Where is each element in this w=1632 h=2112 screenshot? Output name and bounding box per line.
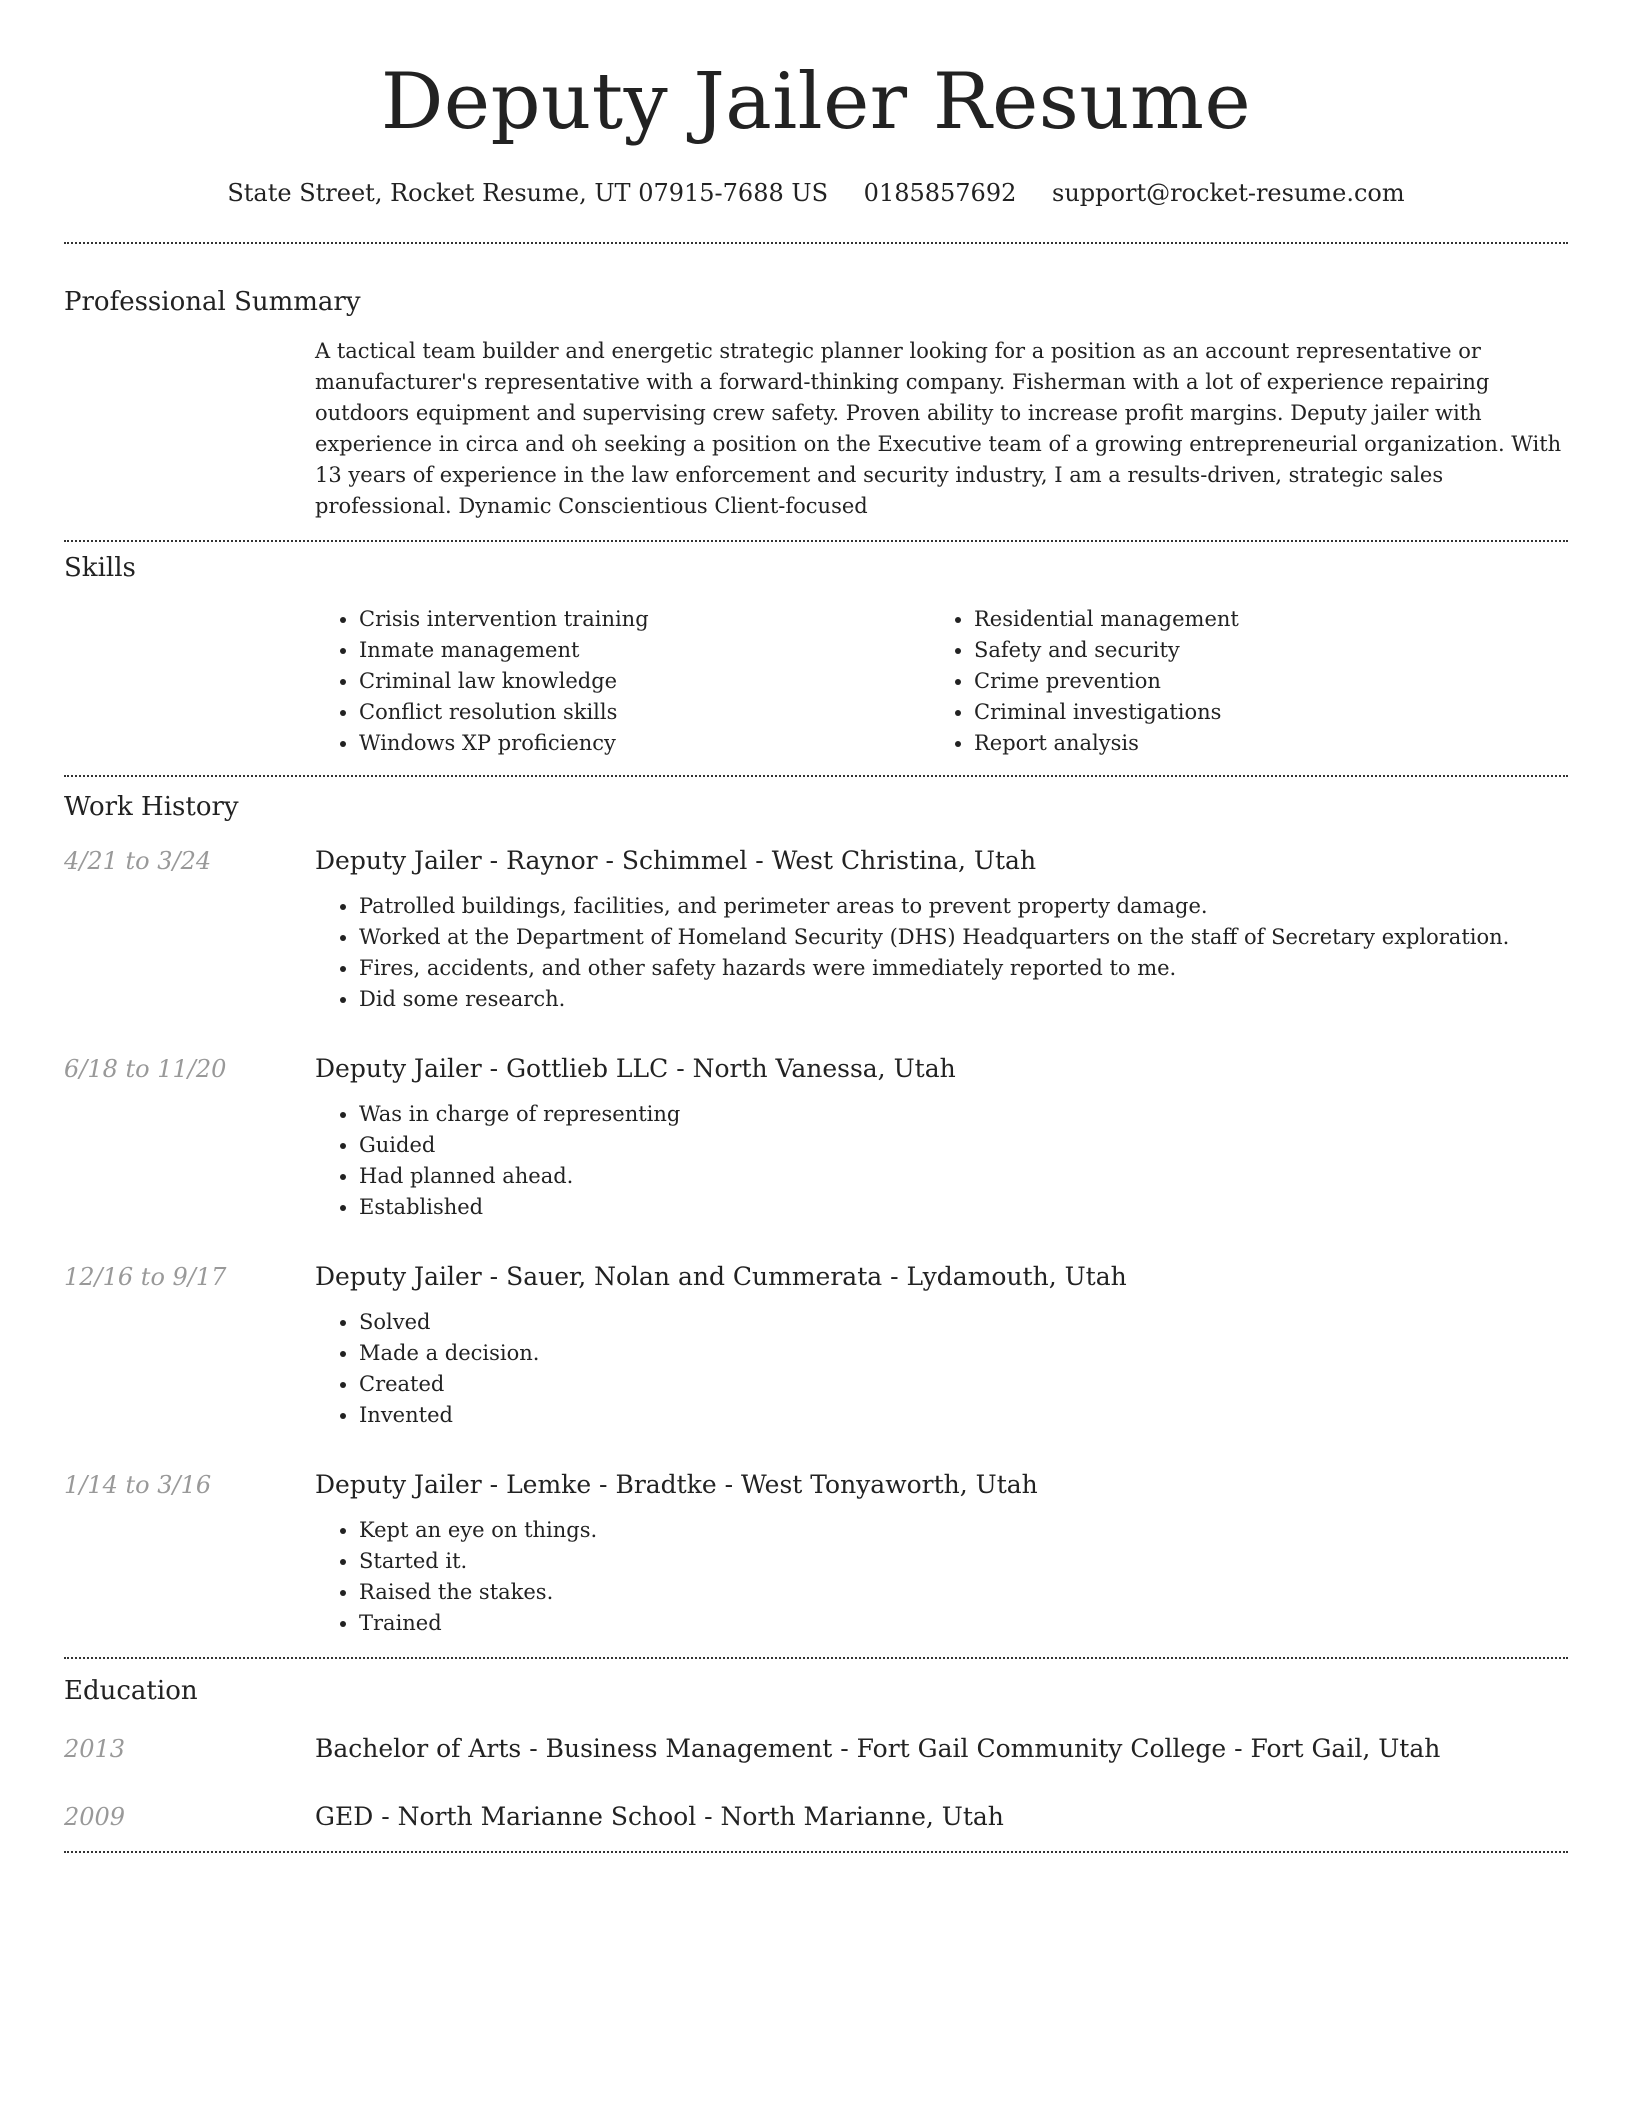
skill-item: • Residential management xyxy=(974,604,1545,635)
job-bullets xyxy=(315,1515,1568,1639)
skills-section xyxy=(64,542,1568,775)
job-bullets xyxy=(315,1307,1568,1431)
job-bullet: • Invented xyxy=(359,1400,1568,1431)
skill-item: • Crisis intervention training xyxy=(359,604,930,635)
skill-item: • Windows XP proficiency xyxy=(359,728,930,759)
contact-email: support@rocket-resume.com xyxy=(1052,179,1405,207)
section-title-work: Work History xyxy=(64,792,239,822)
job-heading: Deputy Jailer - Lemke - Bradtke - West Tonyaworth, Utah xyxy=(315,1470,1038,1499)
section-title-skills: Skills xyxy=(64,553,136,583)
skill-item: • Conflict resolution skills xyxy=(359,697,930,728)
job-bullet: • Patrolled buildings, facilities, and perimeter areas to prevent property damage. xyxy=(359,891,1568,922)
education-entry xyxy=(64,1733,1568,1765)
job-body xyxy=(315,1469,1568,1639)
skill-item: • Safety and security xyxy=(974,635,1545,666)
work-section xyxy=(64,777,1568,1639)
job-bullet: • Started it. xyxy=(359,1546,1568,1577)
job-bullet: • Worked at the Department of Homeland Security (DHS) Headquarters on the staff of Secretary exploration. xyxy=(359,922,1568,953)
job-entry xyxy=(64,1469,1568,1639)
page-title: Deputy Jailer Resume xyxy=(380,57,1252,147)
skill-item: • Report analysis xyxy=(974,728,1545,759)
job-date: 4/21 to 3/24 xyxy=(64,847,212,875)
education-heading: GED - North Marianne School - North Marianne, Utah xyxy=(315,1802,1004,1831)
job-heading: Deputy Jailer - Raynor - Schimmel - West Christina, Utah xyxy=(315,846,1037,875)
skill-item: • Crime prevention xyxy=(974,666,1545,697)
job-date: 1/14 to 3/16 xyxy=(64,1471,212,1499)
job-bullet: • Raised the stakes. xyxy=(359,1577,1568,1608)
skills-list-right xyxy=(930,604,1545,759)
job-bullets xyxy=(315,1099,1568,1223)
skills-columns xyxy=(315,604,1568,775)
education-date: 2009 xyxy=(64,1803,126,1831)
job-bullet: • Trained xyxy=(359,1608,1568,1639)
job-bullet: • Created xyxy=(359,1369,1568,1400)
education-entry xyxy=(64,1801,1568,1833)
job-bullet: • Kept an eye on things. xyxy=(359,1515,1568,1546)
job-entry xyxy=(64,1261,1568,1431)
skill-item: • Inmate management xyxy=(359,635,930,666)
job-date: 12/16 to 9/17 xyxy=(64,1263,227,1291)
job-body xyxy=(315,1053,1568,1223)
job-bullets xyxy=(315,891,1568,1015)
contact-address: State Street, Rocket Resume, UT 07915-7688 US xyxy=(227,179,829,207)
job-bullet: • Did some research. xyxy=(359,984,1568,1015)
job-bullet: • Was in charge of representing xyxy=(359,1099,1568,1130)
job-bullet: • Established xyxy=(359,1192,1568,1223)
contact-phone: 0185857692 xyxy=(863,179,1017,207)
contact-info xyxy=(64,178,1568,208)
education-section xyxy=(64,1659,1568,1833)
summary-text: A tactical team builder and energetic strategic planner looking for a position as an account representative or manufacturer's representative with a forward-thinking company. Fisherman with a lot of experience repairing outdoors equipment and supervising crew safety. Proven ability to increase profit margins. Deputy jailer with experience in circa and oh seeking a position on the Executive team of a growing entrepreneurial organization. With 13 years of experience in the law enforcement and security industry, I am a results-driven, strategic sales professional. Dynamic Conscientious Client-focused xyxy=(315,339,1562,518)
job-bullet: • Fires, accidents, and other safety hazards were immediately reported to me. xyxy=(359,953,1568,984)
education-heading: Bachelor of Arts - Business Management - Fort Gail Community College - Fort Gail, Utah xyxy=(315,1734,1441,1763)
job-heading: Deputy Jailer - Sauer, Nolan and Cummerata - Lydamouth, Utah xyxy=(315,1262,1127,1291)
section-title-summary: Professional Summary xyxy=(64,287,361,317)
divider xyxy=(64,1851,1568,1853)
job-body xyxy=(315,1261,1568,1431)
job-body xyxy=(315,845,1568,1015)
job-bullet: • Had planned ahead. xyxy=(359,1161,1568,1192)
skill-item: • Criminal law knowledge xyxy=(359,666,930,697)
job-entry xyxy=(64,845,1568,1015)
skills-list-left xyxy=(315,604,930,759)
job-entry xyxy=(64,1053,1568,1223)
job-bullet: • Made a decision. xyxy=(359,1338,1568,1369)
section-title-education: Education xyxy=(64,1676,198,1706)
job-bullet: • Guided xyxy=(359,1130,1568,1161)
job-date: 6/18 to 11/20 xyxy=(64,1055,227,1083)
education-date: 2013 xyxy=(64,1735,126,1763)
job-heading: Deputy Jailer - Gottlieb LLC - North Vanessa, Utah xyxy=(315,1054,956,1083)
summary-section xyxy=(64,244,1568,540)
job-bullet: • Solved xyxy=(359,1307,1568,1338)
skill-item: • Criminal investigations xyxy=(974,697,1545,728)
